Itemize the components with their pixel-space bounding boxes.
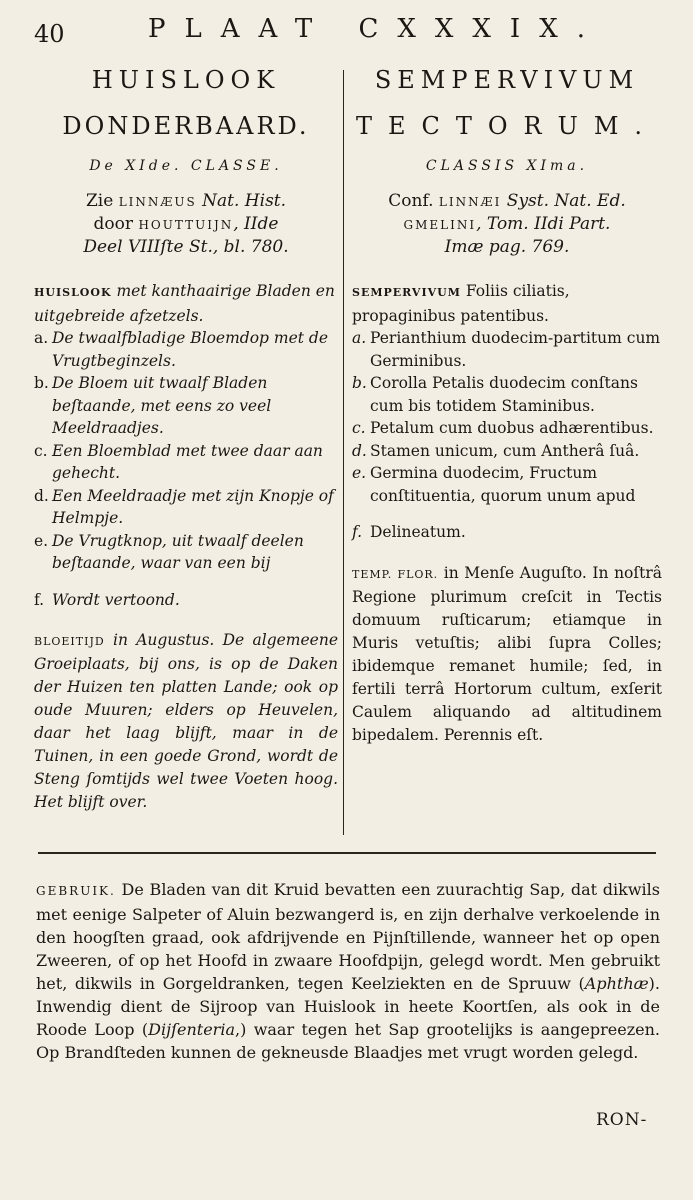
spacer bbox=[352, 507, 662, 521]
list-item bbox=[34, 589, 338, 612]
spacer bbox=[34, 575, 338, 589]
list-item bbox=[352, 521, 662, 544]
intro-name: HUISLOOK bbox=[34, 286, 112, 299]
list-item bbox=[34, 372, 338, 440]
list-item bbox=[34, 327, 338, 372]
item-label: d. bbox=[352, 441, 367, 460]
item-label: a. bbox=[352, 329, 367, 347]
dutch-intro bbox=[34, 280, 338, 327]
page-number: 40 bbox=[34, 20, 65, 48]
item-text: Perianthium duodecim-partitum cum Germinibus. bbox=[370, 329, 661, 370]
list-item bbox=[352, 327, 662, 372]
item-text: Delineatum. bbox=[370, 523, 466, 541]
latin-title-line1: SEMPERVIVUM bbox=[374, 66, 640, 94]
flor-label: BLOEITIJD bbox=[34, 635, 105, 648]
item-text: Germina duodecim, Fructum conſtituentia, quorum unum apud bbox=[370, 464, 636, 505]
ref-lead: Zie bbox=[85, 191, 119, 211]
flor-text: in Menſe Auguſto. In noſtrâ Regione plurimum creſcit in Tectis domuum ruſticarum; etiamque in Muris vetuſtis; alibi ſupra Colles; ibidemque remanet humile; ſed, in fertili terrâ Hortorum cultum, exſerit Caulem aliquando ad altitudinem bipedalem. Perennis eſt. bbox=[352, 563, 662, 744]
dutch-title-line1: HUISLOOK bbox=[91, 66, 281, 94]
item-label: f. bbox=[34, 590, 45, 609]
usage-text-3: ,) waar tegen het Sap grootelijks is aangepreezen. Op Brandſteden kunnen de gekneusde Blaadjes met vrugt worden gelegd. bbox=[36, 1020, 660, 1062]
item-label: c. bbox=[34, 441, 48, 460]
usage-label: GEBRUIK. bbox=[36, 884, 116, 898]
list-item bbox=[34, 530, 338, 575]
usage-text-2: ). Inwendig dient de Sijroop van Huislook in heete Koortſen, als ook in de Roode Loop ( bbox=[36, 974, 660, 1039]
usage-term-dijsenteria: Dijſenteria bbox=[148, 1020, 235, 1039]
latin-title-line2: TECTORUM. bbox=[355, 112, 659, 140]
item-text: De twaalfbladige Bloemdop met de Vrugtbeginzels. bbox=[52, 329, 328, 370]
ref-translator: HOUTTUIJN bbox=[138, 218, 234, 232]
ref-line2-tail: , IIde bbox=[233, 214, 279, 234]
latin-flowering bbox=[352, 562, 662, 747]
ref-line2-lead: door bbox=[93, 214, 139, 234]
item-label: e. bbox=[352, 464, 367, 482]
column-divider bbox=[343, 70, 344, 835]
intro-name: SEMPERVIVUM bbox=[352, 286, 461, 299]
list-item bbox=[34, 485, 338, 530]
catchword: RON- bbox=[596, 1110, 648, 1130]
usage-text-1: De Bladen van dit Kruid bevatten een zuurachtig Sap, dat dikwils met eenige Salpeter of Aluin bezwangerd is, en zijn derhalve verkoelende in den hoogſten graad, ook afdrijvende en Pijnſtillende, wanneer het op open Zweeren, of op het Hoofd in zwaare Hoofdpijn, gelegd wordt. Men gebruikt het, dikwils in Gorgeldranken, tegen Keelziekten en de Spruuw ( bbox=[36, 880, 660, 993]
item-label: b. bbox=[34, 374, 49, 392]
item-label: a. bbox=[34, 329, 49, 347]
dutch-class: De XIde. CLASSE. bbox=[89, 158, 283, 174]
latin-intro bbox=[352, 280, 662, 327]
ref-work: Syst. Nat. Ed. bbox=[501, 191, 626, 211]
latin-class: CLASSIS XIma. bbox=[425, 158, 589, 174]
ref-line2-tail: , Tom. IIdi Part. bbox=[476, 214, 611, 234]
ref-author: LINNÆI bbox=[438, 195, 502, 209]
list-item bbox=[352, 372, 662, 417]
dutch-column bbox=[34, 58, 338, 814]
usage-paragraph bbox=[36, 878, 660, 1064]
ref-lead: Conf. bbox=[388, 191, 439, 211]
item-label: e. bbox=[34, 531, 49, 550]
item-text: Petalum cum duobus adhærentibus. bbox=[370, 419, 654, 437]
item-text: Stamen unicum, cum Antherâ ſuâ. bbox=[370, 441, 640, 460]
item-label: d. bbox=[34, 486, 49, 505]
list-item bbox=[352, 462, 662, 507]
horizontal-rule bbox=[38, 852, 656, 854]
ref-author: LINNÆUS bbox=[118, 195, 197, 209]
item-text: Wordt vertoond. bbox=[52, 590, 180, 609]
item-label: b. bbox=[352, 374, 367, 392]
latin-description bbox=[352, 280, 662, 544]
dutch-title-line2: DONDERBAARD. bbox=[62, 112, 310, 140]
intro-text: Foliis ciliatis, propaginibus patentibus. bbox=[352, 282, 570, 325]
item-text: Een Bloemblad met twee daar aan gehecht. bbox=[52, 441, 323, 482]
list-item bbox=[352, 417, 662, 440]
item-text: De Vrugtknop, uit twaalf deelen beſtaande, waar van een bij bbox=[52, 531, 304, 572]
list-item bbox=[34, 440, 338, 485]
dutch-description bbox=[34, 280, 338, 611]
ref-work: Nat. Hist. bbox=[196, 191, 287, 211]
list-item bbox=[352, 440, 662, 463]
ref-editor: GMELINI bbox=[403, 218, 477, 232]
running-title: PLAAT CXXXIX. bbox=[148, 14, 604, 44]
item-text: De Bloem uit twaalf Bladen beſtaande, met eens zo veel Meeldraadjes. bbox=[52, 374, 272, 437]
item-label: f. bbox=[352, 523, 363, 541]
flor-text: in Augustus. De algemeene Groeiplaats, bij ons, is op de Daken der Huizen ten platten Lande; ook op oude Muuren; elders op Heuvelen, daar het laag blijft, maar in de Tuinen, in een goede Grond, wordt de Steng ſomtijds wel twee Voeten hoog. Het blijft over. bbox=[34, 631, 338, 811]
latin-reference bbox=[352, 190, 662, 258]
ref-line3: Imæ pag. 769. bbox=[444, 237, 570, 257]
usage-term-aphthae: Aphthæ bbox=[584, 974, 649, 993]
dutch-flowering bbox=[34, 629, 338, 814]
item-text: Een Meeldraadje met zijn Knopje of Helmpje. bbox=[52, 486, 334, 527]
item-label: c. bbox=[352, 419, 366, 437]
intro-text: met kanthaairige Bladen en uitgebreide afzetzels. bbox=[34, 282, 335, 325]
item-text: Corolla Petalis duodecim conſtans cum bis totidem Staminibus. bbox=[370, 374, 638, 415]
ref-line3: Deel VIIIſte St., bl. 780. bbox=[83, 237, 289, 257]
dutch-reference bbox=[34, 190, 338, 258]
latin-column bbox=[352, 58, 662, 747]
flor-label: TEMP. FLOR. bbox=[352, 567, 439, 581]
